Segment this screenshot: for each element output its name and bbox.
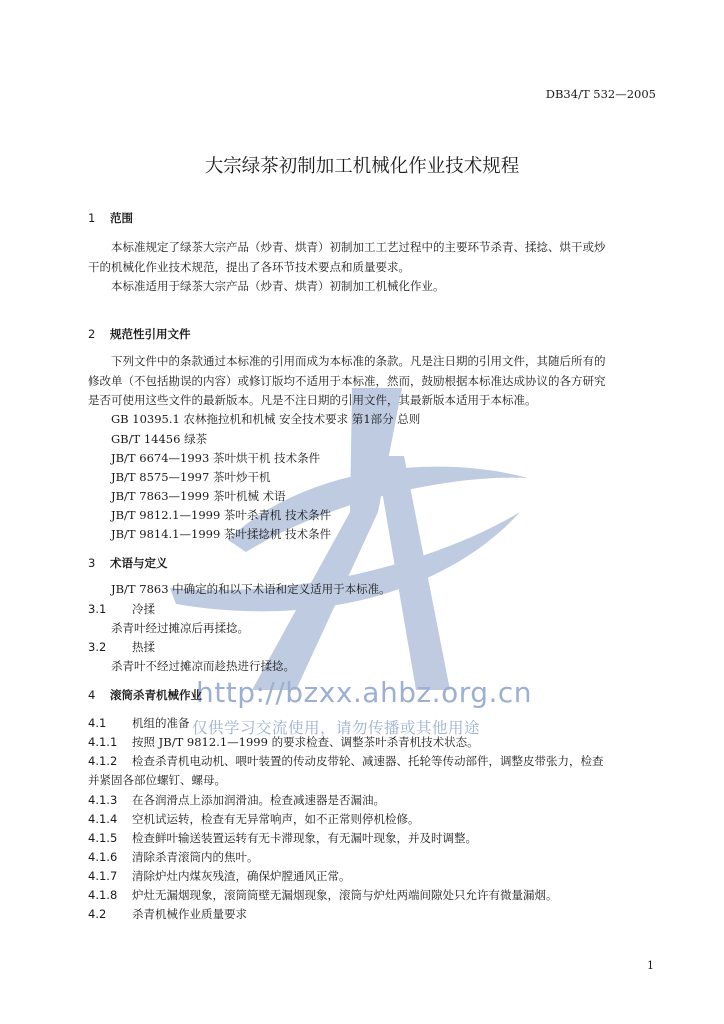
reference-item: GB 10395.1 农林拖拉机和机械 安全技术要求 第1部分 总则 [111,412,421,426]
term-3-1-heading: 3.1 冷揉 [88,602,155,616]
clause-item: 4.1.1 按照 JB/T 9812.1—1999 的要求检查、调整茶叶杀青机技术状态。 [88,735,479,749]
clause-item: 4.1.7 清除炉灶内煤灰残渣，确保炉膛通风正常。 [88,869,351,883]
watermark-url: http://bzxx.ahbz.org.cn [196,676,533,709]
clause-item: 4.1.5 检查鲜叶输送装置运转有无卡滞现象，有无漏叶现象，并及时调整。 [88,831,477,845]
clause-item: 4.1.4 空机试运转，检查有无异常响声，如不正常则停机检修。 [88,812,420,826]
reference-item: JB/T 6674—1993 茶叶烘干机 技术条件 [111,451,321,465]
section-1-para-1-line-1: 本标准规定了绿茶大宗产品（炒青、烘青）初制加工工艺过程中的主要环节杀青、揉捻、烘干或炒 [111,240,606,254]
term-3-2-definition: 杀青叶不经过摊凉而趁热进行揉捻。 [111,659,295,673]
reference-item: JB/T 8575—1997 茶叶炒干机 [111,470,271,484]
clause-item: 4.1.2 检查杀青机电动机、喂叶装置的传动皮带轮、减速器、托轮等传动部件，调整皮带张力，检查 [88,754,604,768]
term-3-1-definition: 杀青叶经过摊凉后再揉捻。 [111,621,249,635]
section-1-para-1-line-2: 干的机械化作业技术规范，提出了各环节技术要点和质量要求。 [88,260,410,274]
section-2-heading: 2 规范性引用文件 [88,327,191,341]
clause-item-continuation: 并紧固各部位螺钉、螺母。 [88,773,226,787]
term-3-2-heading: 3.2 热揉 [88,640,155,654]
section-2-para-line-1: 下列文件中的条款通过本标准的引用而成为本标准的条款。凡是注日期的引用文件，其随后所有的 [111,354,606,368]
section-3-intro: JB/T 7863 中确定的和以下术语和定义适用于本标准。 [111,582,391,596]
section-3-heading: 3 术语与定义 [88,556,168,570]
clause-4-2-heading: 4.2 杀青机械作业质量要求 [88,907,247,921]
section-4-heading: 4 滚筒杀青机械作业 [88,688,202,702]
reference-item: JB/T 9812.1—1999 茶叶杀青机 技术条件 [111,508,332,522]
reference-item: JB/T 7863—1999 茶叶机械 术语 [111,489,286,503]
reference-item: GB/T 14456 绿茶 [111,432,208,446]
reference-item: JB/T 9814.1—1999 茶叶揉捻机 技术条件 [111,527,332,541]
document-title: 大宗绿茶初制加工机械化作业技术规程 [204,156,520,177]
standard-code: DB34/T 532—2005 [545,87,656,101]
clause-4-1-heading: 4.1 机组的准备 [88,716,190,730]
section-2-para-line-3: 是否可使用这些文件的最新版本。凡是不注日期的引用文件，其最新版本适用于本标准。 [88,393,537,407]
clause-item: 4.1.6 清除杀青滚筒内的焦叶。 [88,850,259,864]
page-number: 1 [647,959,654,972]
watermark-note: 仅供学习交流使用，请勿传播或其他用途 [192,719,481,737]
section-2-para-line-2: 修改单（不包括勘误的内容）或修订版均不适用于本标准，然而，鼓励根据本标准达成协议的各方研究 [88,374,606,388]
clause-item: 4.1.3 在各润滑点上添加润滑油。检查减速器是否漏油。 [88,793,385,807]
section-1-para-2: 本标准适用于绿茶大宗产品（炒青、烘青）初制加工机械化作业。 [111,279,445,293]
section-1-heading: 1 范围 [88,211,133,225]
clause-item: 4.1.8 炉灶无漏烟现象，滚筒筒壁无漏烟现象，滚筒与炉灶两端间隙处只允许有微量漏烟。 [88,888,558,902]
